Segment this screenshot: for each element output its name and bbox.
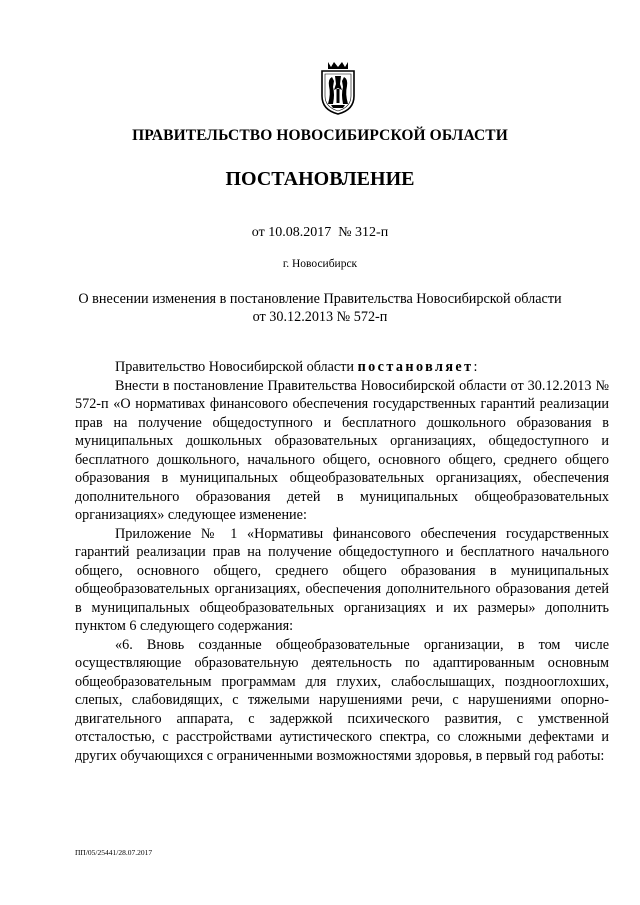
decree-intro [75,358,609,377]
organization-name: ПРАВИТЕЛЬСТВО НОВОСИБИРСКОЙ ОБЛАСТИ [132,127,508,144]
body-paragraph-3: «6. Вновь созданные общеобразовательные организации, в том числе осуществляющие образовательную деятельность по адаптированным основным общеобразовательным программам для глухих, слабослышащих, позднооглохших, слепых, слабовидящих, с тяжелыми нарушениями речи, с нарушениями опорно-двигательного аппарата, с задержкой психического развития, с умственной отсталостью, с расстройствами аутистического спектра, со сложными дефектами и других обучающихся с ограниченными возможностями здоровья, в первый год работы: [75,636,609,764]
document-body [75,358,609,765]
document-type-title: ПОСТАНОВЛЕНИЕ [225,168,415,190]
document-date-number: от 10.08.2017 № 312-п [251,225,389,240]
body-paragraph-2: Приложение № 1 «Нормативы финансового обеспечения государственных гарантий реализации прав на получение общедоступного и бесплатного начального общего, основного общего, среднего общего образования в муниципальных общеобразовательных организациях, обеспечения дополнительного образования детей в муниципальных общеобразовательных организациях и их размеры» дополнить пунктом 6 следующего содержания: [75,525,609,634]
document-subject [60,290,580,326]
decree-word: постановляет [357,359,474,375]
intro-prefix: Правительство Новосибирской области [115,359,358,375]
coat-of-arms-icon [319,60,357,116]
intro-suffix: : [473,359,478,375]
subject-line-1: О внесении изменения в постановление Правительства Новосибирской области [78,291,562,307]
document-code: ПП/05/25441/28.07.2017 [75,848,153,857]
document-city: г. Новосибирск [282,258,358,270]
subject-line-2: от 30.12.2013 № 572-п [252,309,388,325]
body-paragraph-1: Внести в постановление Правительства Новосибирской области от 30.12.2013 № 572-п «О нормативах финансового обеспечения государственных гарантий реализации прав на получение общедоступного и бесплатного дошкольного образования в муниципальных дошкольных образовательных организациях, общедоступного и бесплатного дошкольного, начального общего, основного общего, среднего общего образования в муниципальных общеобразовательных организациях, обеспечения дополнительного образования детей в муниципальных общеобразовательных организациях» следующее изменение: [75,377,609,523]
